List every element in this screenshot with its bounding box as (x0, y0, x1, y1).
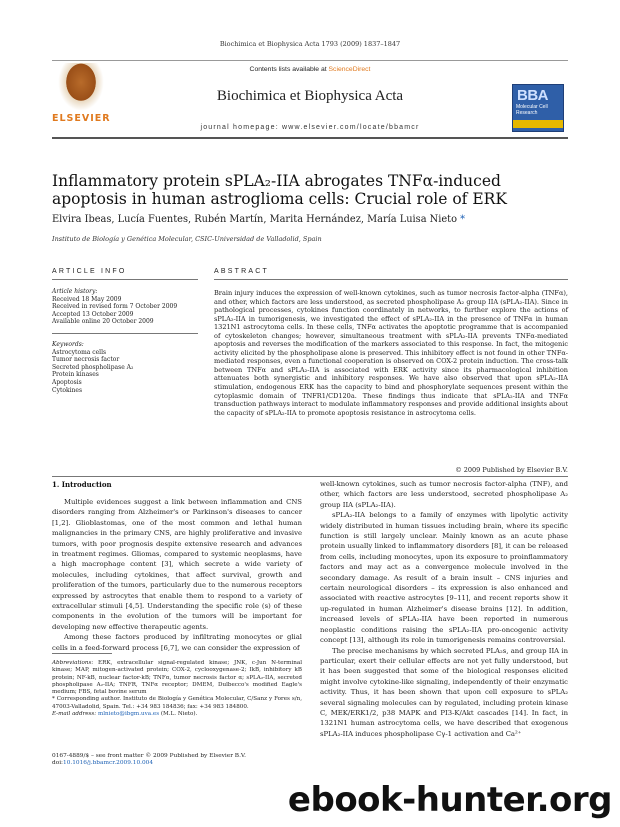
keyword-item: Tumor necrosis factor (52, 356, 120, 364)
sciencedirect-link[interactable]: ScienceDirect (328, 66, 371, 73)
history-item: Accepted 13 October 2009 (52, 310, 134, 318)
doi-line (52, 760, 246, 767)
abstract-heading: ABSTRACT (214, 268, 269, 275)
history-item: Received in revised form 7 October 2009 (52, 303, 178, 311)
abbreviations-label: Abbreviations: (52, 660, 94, 666)
watermark-banner (0, 780, 620, 827)
watermark-text[interactable]: ebook-hunter.org (287, 780, 612, 820)
abstract-rule (214, 279, 568, 280)
history-item: Received 18 May 2009 (52, 295, 122, 303)
corresponding-footnote: * Corresponding author. Instituto de Biología y Genética Molecular, C/Sanz y Fores s/n, 47003-Valladolid, Spain. Tel.: +34 983 184836; fax: +34 983 184800. (52, 696, 302, 710)
email-suffix: (M.L. Nieto). (160, 711, 198, 718)
paragraph: sPLA₂-IIA belongs to a family of enzymes with lipolytic activity widely distributed in human tissues including brain, where its specific function is still largely unclear. Mainly known as an acute phase protein usually linked to inflammatory disorders [8], it can be released from cells, including monocytes, upon its exposure to proinflammatory factors and may act as a convergence molecule involved in the secondary damage. As result of a brain insult – CNS injuries and certain neurological disorders – its expression is also enhanced and associated with reactive astrocytes [9–11], and recent reports show it up-regulated in human Alzheimer's disease brains [12]. In addition, increased levels of sPLA₂-IIA have been reported in numerous neoplastic conditions raising the sPLA₂-IIA pro-oncogenic activity concept [13], although its role in tumorigenesis remains controversial. (320, 511, 568, 645)
abstract-text: Brain injury induces the expression of well-known cytokines, such as tumor necrosis factor-alpha (TNFα), and other, which factors are less understood, as secreted phospholipase A₂ group IIA (sPLA₂-IIA). Since in pathological processes, cytokines function coordinately in networks, to further explore the actions of sPLA₂-IIA in tumorigenesis, we investigated the effect of sPLA₂-IIA in the presence of TNFα in human 1321N1 astrocytoma cells. In these cells, TNFα activates the apoptotic programme that is accompanied of cytoskeleton changes; however, simultaneous treatment with sPLA₂-IIA prevents TNFα-mediated apoptosis and reverses the modification of the markers associated to this response. In fact, the mitogenic activity elicited by the phospholipase alone is preserved. This inhibitory effect is not found in other TNFα-mediated responses, even a functional cooperation is observed on COX-2 protein induction. The cross-talk between TNFα and sPLA₂-IIA is associated with ERK activity since its pharmacological inhibition attenuates both synergistic and inhibitory responses. We have also observed that upon sPLA₂-IIA stimulation, endogenous ERK has the capacity to bind and phosphorylate sequences present within the cytoplasmic domain of TNFR1/CD120a. These findings thus indicate that sPLA₂-IIA and TNFα transduction pathways interact to modulate inflammatory responses and provide additional insights about the capacity of sPLA₂-IIA to promote apoptosis resistance in astrocytoma cells. (214, 289, 568, 417)
email-footnote (52, 711, 302, 718)
contents-line (0, 66, 620, 73)
journal-title[interactable]: Biochimica et Biophysica Acta (216, 88, 404, 104)
cover-subtitle: Molecular Cell Research (516, 104, 548, 116)
paragraph: well-known cytokines, such as tumor necrosis factor-alpha (TNF), and other, which factors are less understood, secreted phospholipase A₂ group IIA (sPLA₂-IIA). (320, 480, 568, 509)
introduction-heading: 1. Introduction (52, 480, 112, 489)
history-label: Article history: (52, 288, 98, 295)
keyword-item: Secreted phospholipase A₂ (52, 363, 134, 371)
body-column-right (320, 479, 568, 739)
paragraph: Among these factors produced by infiltrating monocytes or glial cells in a feed-forward process [6,7], we can consider the expression of (52, 633, 302, 652)
abbreviations-footnote (52, 660, 302, 696)
issn-line: 0167-4889/$ – see front matter © 2009 Published by Elsevier B.V. (52, 753, 246, 759)
keywords-label: Keywords: (52, 341, 84, 348)
authors-names: Elvira Ibeas, Lucía Fuentes, Rubén Martín, Marita Hernández, María Luisa Nieto (52, 214, 458, 225)
doi-prefix: doi: (52, 760, 64, 767)
keyword-item: Protein kinases (52, 371, 99, 379)
keyword-item: Cytokines (52, 386, 83, 394)
elsevier-wordmark: ELSEVIER (52, 113, 111, 124)
running-head: Biochimica et Biophysica Acta 1793 (2009) 1837–1847 (219, 40, 401, 48)
issn-block (52, 753, 246, 768)
email-link[interactable]: mlnieto@ibgm.uva.es (97, 711, 160, 718)
copyright-line: © 2009 Published by Elsevier B.V. (455, 466, 568, 474)
cover-stripe (513, 120, 563, 128)
article-title: Inflammatory protein sPLA₂-IIA abrogates TNFα-induced apoptosis in human astroglioma cells: Crucial role of ERK (52, 172, 507, 208)
keyword-item: Astrocytoma cells (52, 348, 107, 356)
doi-link[interactable]: 10.1016/j.bbamcr.2009.10.004 (63, 760, 154, 767)
article-history (52, 288, 198, 326)
email-label: E-mail address: (52, 711, 97, 718)
footnotes (52, 660, 302, 718)
section-rule (52, 476, 568, 477)
paragraph: The precise mechanisms by which secreted PLA₂s, and group IIA in particular, exert their cellular effects are not yet fully understood, but it has been suggested that some of the biological responses elicited might involve cytokine-like signaling, independently of their enzymatic activity. Thus, it has been shown that upon cell exposure to sPLA₂ several signaling molecules can by regulated, including protein kinase C, MEK/ERK1/2, p38 MAPK and PI3-K/Akt cascades [14]. In fact, in 1321N1 human astrocytoma cells, we have described that exogenous sPLA₂-IIA induces phospholipase Cγ-1 activation and Ca²⁺ (320, 646, 568, 738)
cover-title: BBA (517, 87, 548, 104)
author-list (52, 214, 568, 225)
contents-prefix: Contents lists available at (249, 66, 329, 73)
corresponding-author-mark[interactable]: * (460, 214, 466, 225)
affiliation: Instituto de Biología y Genética Molecular, CSIC-Universidad de Valladolid, Spain (52, 235, 322, 243)
journal-homepage-link[interactable]: journal homepage: www.elsevier.com/locate/bbamcr (200, 124, 420, 131)
article-info-heading: ARTICLE INFO (52, 268, 127, 275)
body-column-left (52, 497, 302, 653)
abbreviations-text: ERK, extracellular signal-regulated kinase; JNK, c-Jun N-terminal kinase; MAP, mitogen-activated protein; COX-2, cyclooxygenase-2; IkB, inhibitory kB protein; NF-kB, nuclear factor-kB; TNFα, tumor necrosis factor α; sPLA₂-IIA, secreted phospholipase A₂-IIA; TNFR, TNFα receptor; DMEM, Dulbecco's modified Eagle's medium; FBS, fetal bovine serum (52, 660, 303, 696)
history-item: Available online 20 October 2009 (52, 318, 154, 326)
keyword-item: Apoptosis (52, 378, 82, 386)
article-info-rule (52, 279, 198, 280)
keywords-rule (52, 333, 198, 334)
journal-cover-thumbnail[interactable] (512, 84, 564, 132)
keywords (52, 341, 198, 394)
paragraph: Multiple evidences suggest a link between inflammation and CNS disorders ranging from Alzheimer's or Parkinson's diseases to cancer [1,2]. Glioblastomas, one of the most common and lethal human malignancies in the primary CNS, are highly proliferative and invasive tumors, with poor prognosis despite extensive research and advances in treatment regimes. Gliomas, compared to systemic neoplasms, have a high macrophage content [3], which secrete a wide variety of molecules, including cytokines, that affect survival, growth and proliferation of the tumors, particularly due to the numerous receptors expressed by astrocytes that enable them to respond to a variety of extracellular stimuli [4,5]. Understanding the specific role (s) of these components in the evolution of the tumors will be important for developing new effective therapeutic agents. (52, 498, 302, 631)
footnote-rule (52, 653, 112, 654)
